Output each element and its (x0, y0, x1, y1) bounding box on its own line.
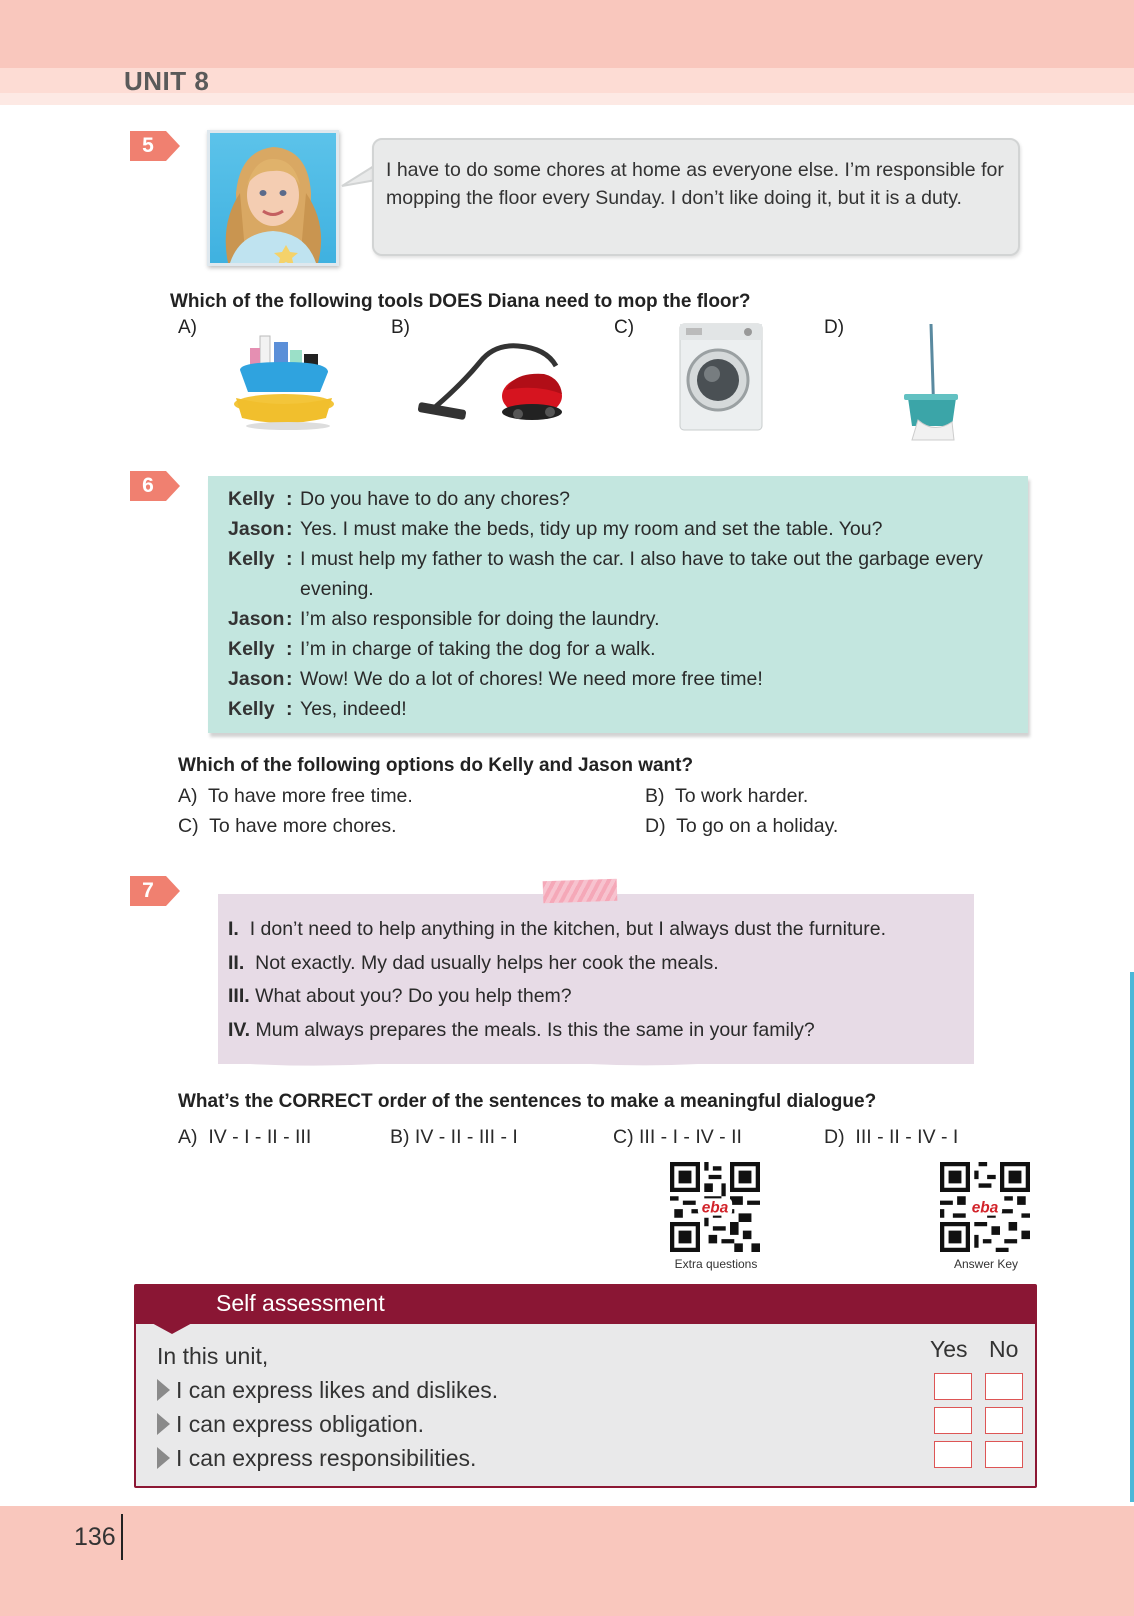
chevron-right-icon (157, 1413, 170, 1435)
speaker: Jason (228, 608, 285, 630)
option-letter: A) (178, 1126, 198, 1148)
q5-option-a-letter[interactable]: A) (178, 317, 197, 338)
speaker: Jason (228, 668, 285, 690)
sentence-text: Not exactly. My dad usually helps her cook the meals. (255, 952, 719, 974)
dialogue-line (228, 664, 1018, 694)
option-text: III - II - IV - I (855, 1126, 959, 1148)
chevron-right-icon (157, 1447, 170, 1469)
sentence-text: I don’t need to help anything in the kitchen, but I always dust the furniture. (249, 918, 887, 940)
header-notch (150, 1322, 194, 1334)
line-text: Yes. I must make the beds, tidy up my room and set the table. You? (300, 518, 883, 540)
question-number-6: 6 (130, 471, 166, 501)
speaker-colon: : (286, 608, 293, 630)
qr-code-icon (670, 1162, 760, 1252)
no-checkbox-2[interactable] (985, 1407, 1023, 1434)
line-text: Wow! We do a lot of chores! We need more free time! (300, 668, 763, 690)
q5-option-b-letter[interactable]: B) (391, 317, 410, 338)
option-text: To have more chores. (209, 815, 397, 837)
speaker-colon: : (286, 668, 293, 690)
q6-question: Which of the following options do Kelly and Jason want? (178, 755, 694, 776)
speaker: Jason (228, 518, 285, 540)
item-text: I can express responsibilities. (176, 1445, 477, 1471)
qr-extra-questions[interactable] (670, 1162, 762, 1271)
self-assessment-title: Self assessment (216, 1290, 385, 1316)
speaker-colon: : (286, 698, 293, 720)
item-text: I can express obligation. (176, 1411, 425, 1437)
vacuum-cleaner-icon[interactable] (414, 338, 572, 426)
roman-numeral: II. (228, 952, 245, 974)
mop-and-bucket-icon[interactable] (900, 322, 962, 442)
roman-numeral: I. (228, 918, 239, 940)
qr-caption: Answer Key (953, 1257, 1019, 1271)
sentence-item (228, 918, 886, 941)
svg-text:eba: eba (701, 1199, 729, 1217)
option-text: IV - I - II - III (208, 1126, 312, 1148)
washing-machine-icon[interactable] (678, 322, 766, 434)
dialogue-line (228, 484, 1018, 514)
roman-numeral: IV. (228, 1019, 251, 1041)
q6-option-a[interactable] (178, 785, 413, 808)
yes-checkbox-3[interactable] (934, 1441, 972, 1468)
question-number-7: 7 (130, 876, 166, 906)
yes-checkbox-1[interactable] (934, 1373, 972, 1400)
q7-option-c[interactable] (613, 1126, 742, 1149)
line-text: I’m also responsible for doing the laundry. (300, 608, 660, 630)
q7-option-a[interactable] (178, 1126, 311, 1149)
option-text: To have more free time. (207, 785, 413, 807)
item-text: I can express likes and dislikes. (176, 1377, 499, 1403)
no-checkbox-1[interactable] (985, 1373, 1023, 1400)
page-number: 136 (74, 1523, 116, 1551)
speaker: Kelly (228, 548, 275, 570)
assessment-item (157, 1445, 476, 1472)
chevron-right-icon (157, 1379, 170, 1401)
sentence-text: Mum always prepares the meals. Is this the same in your family? (255, 1019, 815, 1041)
qr-caption: Extra questions (674, 1257, 758, 1271)
assessment-item (157, 1377, 498, 1404)
option-letter: C) (178, 815, 199, 837)
yes-label: Yes (930, 1336, 968, 1362)
assessment-intro: In this unit, (157, 1343, 269, 1369)
qr-code-icon (940, 1162, 1030, 1252)
option-letter: D) (824, 1126, 845, 1148)
option-text: To go on a holiday. (676, 815, 839, 837)
dialogue-line (228, 514, 1018, 544)
q7-option-b[interactable] (390, 1126, 518, 1149)
girl-photo (207, 130, 339, 266)
assessment-item (157, 1411, 424, 1438)
option-letter: D) (645, 815, 666, 837)
page-number-divider (121, 1514, 123, 1560)
speaker-colon: : (286, 488, 293, 510)
q6-option-c[interactable] (178, 815, 397, 838)
side-edge-bar (1130, 972, 1134, 1502)
tape-strip (543, 879, 618, 904)
header-band (0, 0, 1134, 68)
no-label: No (989, 1336, 1019, 1362)
yes-checkbox-2[interactable] (934, 1407, 972, 1434)
speaker-colon: : (286, 638, 293, 660)
sentence-text: What about you? Do you help them? (255, 985, 572, 1007)
line-text: Do you have to do any chores? (300, 488, 570, 510)
q7-option-d[interactable] (824, 1126, 958, 1149)
speaker: Kelly (228, 698, 275, 720)
speech-bubble-text: I have to do some chores at home as everyone else. I’m responsible for mopping the floor every Sunday. I don’t like doing it, but it is a duty. (386, 159, 1004, 209)
sentence-item (228, 985, 572, 1008)
line-text: Yes, indeed! (300, 698, 407, 720)
q6-option-b[interactable] (645, 785, 808, 808)
option-text: To work harder. (674, 785, 809, 807)
speaker-colon: : (286, 548, 293, 570)
q5-option-d-letter[interactable]: D) (824, 317, 845, 338)
svg-text:eba: eba (971, 1199, 999, 1217)
q5-option-c-letter[interactable]: C) (614, 317, 635, 338)
qr-answer-key[interactable] (940, 1162, 1032, 1271)
option-letter: C) (613, 1126, 634, 1148)
torn-edge (218, 1054, 974, 1070)
speaker-colon: : (286, 518, 293, 540)
footer-band (0, 1506, 1134, 1616)
q7-question: What’s the CORRECT order of the sentences to make a meaningful dialogue? (178, 1091, 877, 1112)
q6-option-d[interactable] (645, 815, 838, 838)
option-letter: A) (178, 785, 198, 807)
sentence-item (228, 952, 719, 975)
dialogue-line (228, 604, 1018, 634)
q5-question: Which of the following tools DOES Diana need to mop the floor? (170, 291, 751, 312)
line-text: I’m in charge of taking the dog for a walk. (300, 638, 656, 660)
no-checkbox-3[interactable] (985, 1441, 1023, 1468)
option-text: III - I - IV - II (639, 1126, 742, 1148)
roman-numeral: III. (228, 985, 250, 1007)
dialogue-line (228, 544, 1018, 604)
option-letter: B) (390, 1126, 410, 1148)
dialogue-line (228, 694, 1018, 724)
unit-title: UNIT 8 (124, 66, 210, 96)
option-text: IV - II - III - I (414, 1126, 518, 1148)
line-text: I must help my father to wash the car. I also have to take out the garbage every evening. (300, 548, 983, 600)
sentence-item (228, 1019, 815, 1042)
cleaning-bucket-icon[interactable] (228, 328, 338, 432)
question-number-5: 5 (130, 131, 166, 161)
speaker: Kelly (228, 488, 275, 510)
dialogue-line (228, 634, 1018, 664)
option-letter: B) (645, 785, 665, 807)
speaker: Kelly (228, 638, 275, 660)
